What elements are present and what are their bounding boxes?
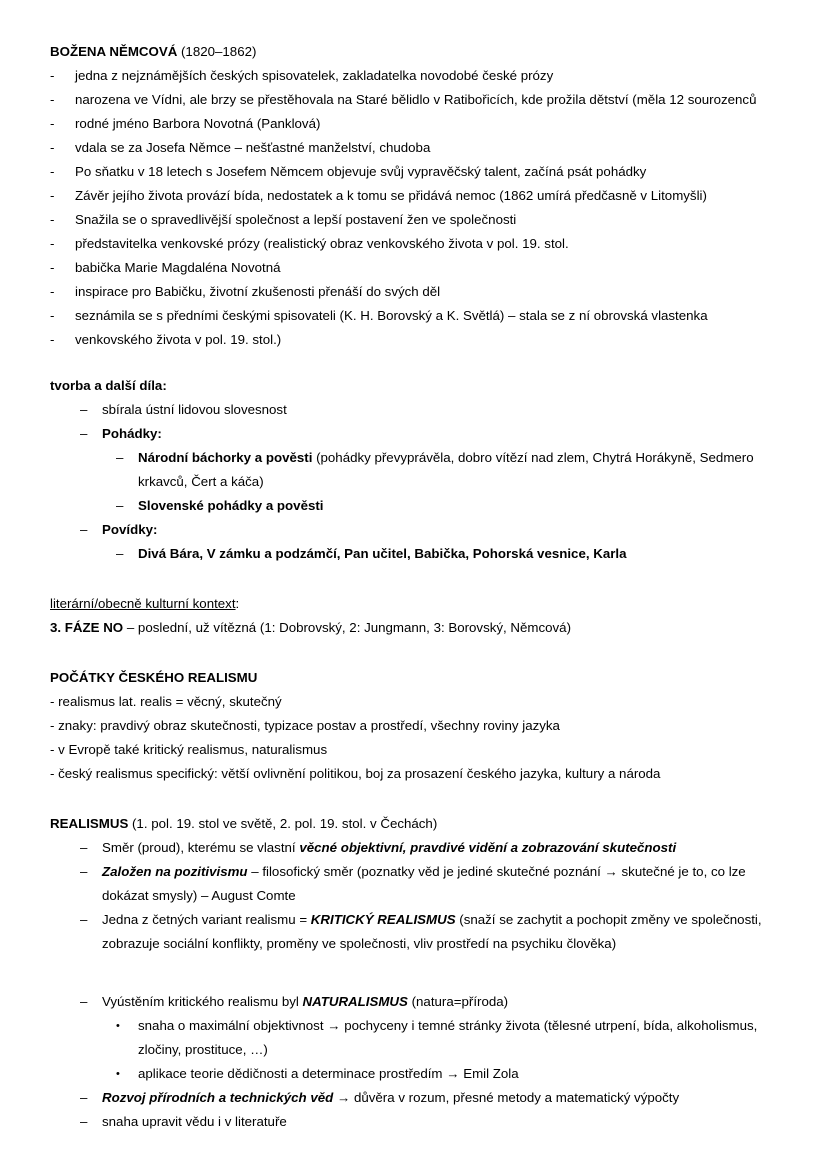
list-item-text: jedna z nejznámějších českých spisovatelek, zakladatelka novodobé české prózy bbox=[75, 68, 554, 83]
spacer bbox=[50, 352, 776, 374]
naturalismus-suffix: (natura=příroda) bbox=[407, 994, 509, 1009]
list-item bbox=[50, 160, 776, 184]
arrow-right-icon: → bbox=[327, 1018, 341, 1033]
list-item bbox=[50, 908, 776, 956]
list-item bbox=[50, 542, 776, 566]
list-item bbox=[50, 304, 776, 328]
pocatky-line: - realismus lat. realis = věcný, skutečný bbox=[50, 694, 282, 709]
hyphen-marker-icon: - bbox=[50, 212, 55, 227]
list-item-text: vdala se za Josefa Němce – nešťastné manželství, chudoba bbox=[75, 140, 431, 155]
list-item-text bbox=[102, 1086, 776, 1110]
naturalismus-emphasis: NATURALISMUS bbox=[302, 994, 408, 1009]
list-item-text: narozena ve Vídni, ale brzy se přestěhovala na Staré bělidlo v Ratibořicích, kde prožila dětství (měla 12 sourozenců bbox=[75, 92, 757, 107]
list-item-text: Snažila se o spravedlivější společnost a lepší postavení žen ve společnosti bbox=[75, 212, 517, 227]
rozvoj-emphasis: Rozvoj přírodních a technických věd bbox=[102, 1090, 334, 1105]
list-item bbox=[50, 398, 776, 422]
list-item bbox=[50, 64, 776, 88]
rozvoj-suffix: důvěra v rozum, přesné metody a matematický výpočty bbox=[350, 1090, 680, 1105]
dash-marker-icon: – bbox=[116, 498, 124, 513]
list-item-text: venkovského života v pol. 19. stol.) bbox=[75, 332, 282, 347]
list-item bbox=[50, 112, 776, 136]
hyphen-marker-icon: - bbox=[50, 308, 55, 323]
list-item bbox=[50, 256, 776, 280]
dash-marker-icon: – bbox=[80, 864, 88, 879]
dash-marker-icon: – bbox=[116, 546, 124, 561]
list-item bbox=[50, 1014, 776, 1062]
smer-prefix: Směr (proud), kterému se vlastní bbox=[102, 840, 300, 855]
list-item bbox=[50, 328, 776, 352]
work-title: Národní báchorky a pověsti bbox=[138, 450, 313, 465]
pocatky-line: - v Evropě také kritický realismus, naturalismus bbox=[50, 742, 328, 757]
snaha-suffix: pochyceny i temné stránky života (tělesné utrpení, bída, alkoholismus, zločiny, prostituce, …) bbox=[138, 1018, 758, 1057]
list-item bbox=[50, 446, 776, 494]
dash-marker-icon: – bbox=[80, 426, 88, 441]
spacer bbox=[50, 640, 776, 666]
spacer bbox=[50, 956, 776, 990]
kontext-label: literární/obecně kulturní kontext bbox=[50, 596, 236, 611]
list-item-text: snaha upravit vědu i v literatuře bbox=[102, 1114, 287, 1129]
arrow-right-icon: → bbox=[336, 1090, 351, 1105]
list-item-text: sbírala ústní lidovou slovesnost bbox=[102, 402, 287, 417]
list-item-text bbox=[102, 908, 776, 956]
list-item-text: Po sňatku v 18 letech s Josefem Němcem objevuje svůj vypravěčský talent, začíná psát pohádky bbox=[75, 164, 647, 179]
section-heading-realismus bbox=[50, 812, 776, 836]
kontext-colon: : bbox=[235, 596, 240, 611]
kriticky-emphasis: KRITICKÝ REALISMUS bbox=[310, 912, 456, 927]
dash-marker-icon: – bbox=[80, 1090, 88, 1105]
list-item bbox=[50, 136, 776, 160]
hyphen-marker-icon: - bbox=[50, 140, 55, 155]
naturalismus-prefix: Vyústěním kritického realismu byl bbox=[102, 994, 303, 1009]
list-item bbox=[50, 1110, 776, 1134]
dash-marker-icon: – bbox=[80, 840, 88, 855]
list-item-text bbox=[138, 1014, 776, 1062]
dash-marker-icon: – bbox=[80, 994, 88, 1009]
document-body bbox=[50, 40, 776, 1134]
list-item-text: představitelka venkovské prózy (realistický obraz venkovského života v pol. 19. stol. bbox=[75, 236, 569, 251]
list-item-text: rodné jméno Barbora Novotná (Panklová) bbox=[75, 116, 321, 131]
realismus-period: (1. pol. 19. stol ve světě, 2. pol. 19. stol. v Čechách) bbox=[128, 816, 438, 831]
nemcova-name: BOŽENA NĚMCOVÁ bbox=[50, 44, 178, 59]
section-heading-tvorba: tvorba a další díla: bbox=[50, 378, 167, 393]
list-item bbox=[50, 990, 776, 1014]
list-item bbox=[50, 232, 776, 256]
smer-emphasis: věcné objektivní, pravdivé vidění a zobrazování skutečnosti bbox=[299, 840, 677, 855]
list-item bbox=[50, 422, 776, 446]
kriticky-prefix: Jedna z četných variant realismu = bbox=[102, 912, 311, 927]
bullet-marker-icon: • bbox=[116, 1068, 120, 1080]
list-item-text bbox=[102, 836, 776, 860]
kriticky-suffix: (snaží se zachytit a pochopit změny ve společnosti, zobrazuje sociální konflikty, proměny ve společnosti, vliv prostředí na psychiku člověka) bbox=[102, 912, 762, 951]
hyphen-marker-icon: - bbox=[50, 188, 55, 203]
list-item bbox=[50, 860, 776, 908]
list-item bbox=[50, 518, 776, 542]
dash-marker-icon: – bbox=[116, 450, 124, 465]
list-item bbox=[50, 88, 776, 112]
work-title: Divá Bára, V zámku a podzámčí, Pan učitel, Babička, Pohorská vesnice, Karla bbox=[138, 546, 627, 561]
pozitivismus-emphasis: Založen na pozitivismu bbox=[102, 864, 248, 879]
pocatky-line: - český realismus specifický: větší ovlivnění politikou, boj za prosazení českého jazyka, kultury a národa bbox=[50, 766, 661, 781]
hyphen-marker-icon: - bbox=[50, 116, 55, 131]
list-item-text: Závěr jejího života provází bída, nedostatek a k tomu se přidává nemoc (1862 umírá předčasně v Litomyšli) bbox=[75, 188, 707, 203]
hyphen-marker-icon: - bbox=[50, 284, 55, 299]
pozitivismus-middle: – filosofický směr (poznatky věd je jediné skutečné poznání bbox=[247, 864, 605, 879]
hyphen-marker-icon: - bbox=[50, 260, 55, 275]
arrow-right-icon: → bbox=[604, 864, 618, 879]
nemcova-years: (1820–1862) bbox=[177, 44, 257, 59]
bullet-marker-icon: • bbox=[116, 1020, 120, 1032]
list-item bbox=[50, 1086, 776, 1110]
snaha-prefix: snaha o maximální objektivnost bbox=[138, 1018, 328, 1033]
subsection-heading-kontext bbox=[50, 592, 776, 616]
faze-description: – poslední, už vítězná (1: Dobrovský, 2: Jungmann, 3: Borovský, Němcová) bbox=[123, 620, 572, 635]
hyphen-marker-icon: - bbox=[50, 332, 55, 347]
aplikace-suffix: Emil Zola bbox=[459, 1066, 519, 1081]
list-item bbox=[50, 184, 776, 208]
list-item bbox=[50, 494, 776, 518]
spacer bbox=[50, 786, 776, 812]
faze-no-line bbox=[50, 616, 776, 640]
dash-marker-icon: – bbox=[80, 402, 88, 417]
spacer bbox=[50, 566, 776, 592]
work-title: Slovenské pohádky a pověsti bbox=[138, 498, 324, 513]
list-item-text: seznámila se s předními českými spisovateli (K. H. Borovský a K. Světlá) – stala se z ní obrovská vlastenka bbox=[75, 308, 708, 323]
list-item bbox=[50, 836, 776, 860]
dash-marker-icon: – bbox=[80, 1114, 88, 1129]
section-heading-pocatky: POČÁTKY ČESKÉHO REALISMU bbox=[50, 670, 258, 685]
list-item-text: Povídky: bbox=[102, 522, 158, 537]
list-item-text bbox=[138, 446, 776, 494]
hyphen-marker-icon: - bbox=[50, 236, 55, 251]
realismus-label: REALISMUS bbox=[50, 816, 129, 831]
dash-marker-icon: – bbox=[80, 522, 88, 537]
arrow-right-icon: → bbox=[446, 1066, 460, 1081]
work-description: (pohádky převyprávěla, dobro vítězí nad zlem, Chytrá Horákyně, Sedmero krkavců, Čert a káča) bbox=[138, 450, 754, 489]
list-item bbox=[50, 208, 776, 232]
list-item-text: Pohádky: bbox=[102, 426, 162, 441]
list-item bbox=[50, 1062, 776, 1086]
list-item-text: inspirace pro Babičku, životní zkušenosti přenáší do svých děl bbox=[75, 284, 441, 299]
section-heading-nemcova bbox=[50, 40, 776, 64]
dash-marker-icon: – bbox=[80, 912, 88, 927]
list-item-text bbox=[102, 860, 776, 908]
aplikace-prefix: aplikace teorie dědičnosti a determinace prostředím bbox=[138, 1066, 447, 1081]
hyphen-marker-icon: - bbox=[50, 92, 55, 107]
pocatky-line: - znaky: pravdivý obraz skutečnosti, typizace postav a prostředí, všechny roviny jazyka bbox=[50, 718, 560, 733]
hyphen-marker-icon: - bbox=[50, 164, 55, 179]
hyphen-marker-icon: - bbox=[50, 68, 55, 83]
list-item-text bbox=[102, 990, 776, 1014]
list-item-text bbox=[138, 1062, 776, 1086]
list-item bbox=[50, 280, 776, 304]
pozitivismus-suffix: skutečné je to, co lze dokázat smysly) – August Comte bbox=[102, 864, 746, 903]
faze-label: 3. FÁZE NO bbox=[50, 620, 124, 635]
list-item-text: babička Marie Magdaléna Novotná bbox=[75, 260, 281, 275]
